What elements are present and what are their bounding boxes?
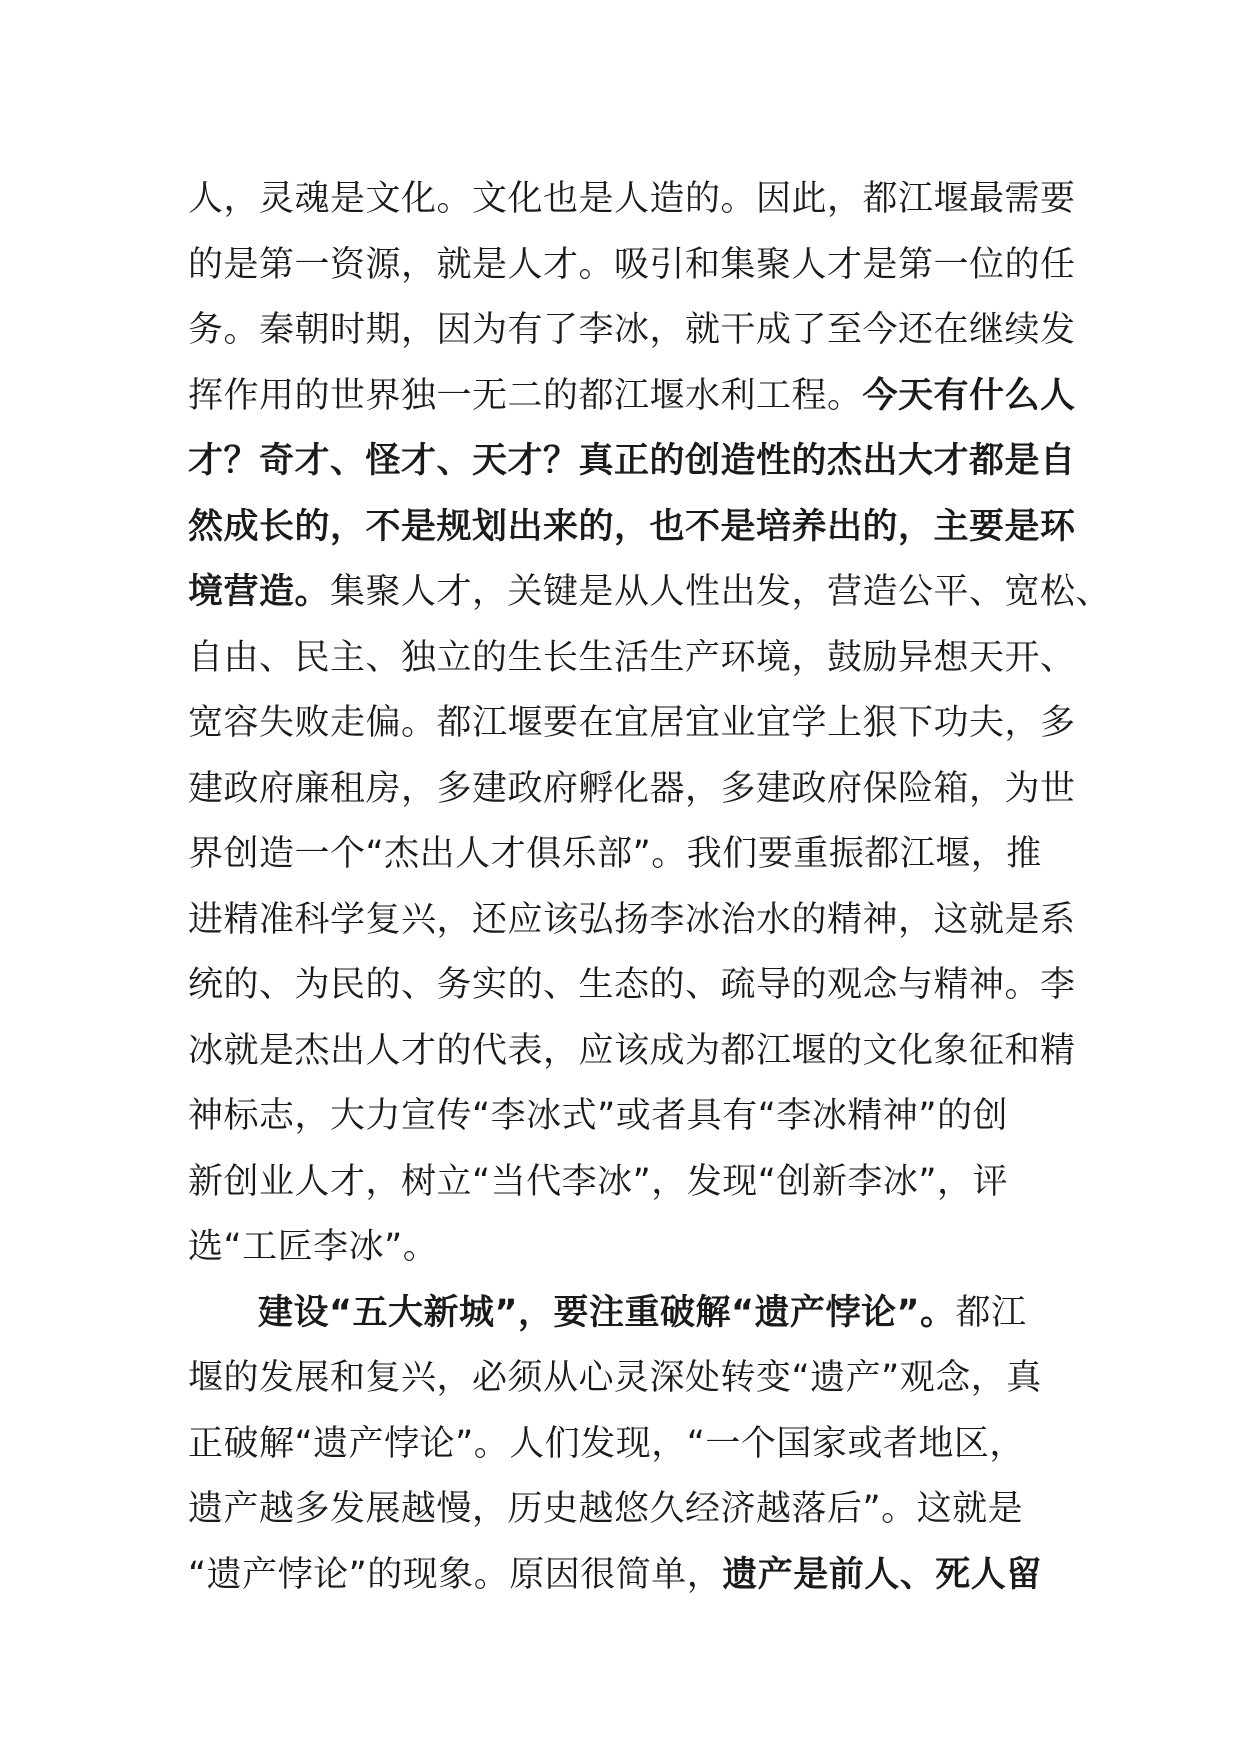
- text-segment: 新创业人才，树立“当代李冰”，发现“创新李冰”，评: [188, 1161, 1009, 1202]
- bold-text-segment: 建设“五大新城”，要注重破解“遗产悖论”。: [258, 1292, 956, 1333]
- bold-text-segment: 才？奇才、怪才、天才？真正的创造性的杰出大才都是自: [188, 441, 1076, 481]
- text-line: [188, 1215, 1068, 1281]
- bold-text-segment: 遗产是前人、死人留: [722, 1554, 1042, 1595]
- text-segment: 集聚人才，关键是从人性出发，营造公平、宽松、: [330, 572, 1112, 612]
- text-segment: “遗产悖论”的现象。原因很简单，: [188, 1554, 723, 1595]
- text-line: [188, 495, 1076, 561]
- text-line: [188, 1019, 1076, 1085]
- text-segment: 人，灵魂是文化。文化也是人造的。因此，都江堰最需要: [188, 179, 1076, 219]
- text-line: [188, 953, 1076, 1019]
- bold-text-segment: 境营造。: [188, 572, 331, 612]
- text-line: [188, 1150, 1068, 1216]
- text-line: [188, 364, 1076, 430]
- text-line: [188, 888, 1076, 954]
- paragraph-talent: [188, 167, 1112, 1281]
- text-segment: 进精准科学复兴，还应该弘扬李冰治水的精神，这就是系: [188, 899, 1076, 940]
- text-line: [188, 626, 1076, 692]
- text-segment: 挥作用的世界独一无二的都江堰水利工程。: [188, 375, 863, 416]
- text-segment: 神标志，大力宣传“李冰式”或者具有“李冰精神”的创: [188, 1096, 1009, 1136]
- text-segment: 宽容失败走偏。都江堰要在宜居宜业宜学上狠下功夫，多: [188, 703, 1076, 743]
- text-line: [188, 167, 1076, 233]
- text-line: [188, 757, 1076, 823]
- text-segment: 都江: [955, 1292, 1027, 1333]
- text-segment: 堰的发展和复兴，必须从心灵深处转变“遗产”观念，真: [188, 1358, 1042, 1398]
- text-line: [188, 1346, 1068, 1412]
- bold-text-segment: 然成长的，不是规划出来的，也不是培养出的，主要是环: [188, 506, 1076, 547]
- text-segment: 冰就是杰出人才的代表，应该成为都江堰的文化象征和精: [188, 1030, 1076, 1071]
- text-line: [188, 560, 1112, 626]
- text-segment: 务。秦朝时期，因为有了李冰，就干成了至今还在继续发: [188, 310, 1076, 350]
- text-line: [188, 233, 1076, 299]
- text-line: [188, 1412, 1068, 1478]
- text-segment: 的是第一资源，就是人才。吸引和集聚人才是第一位的任: [188, 244, 1076, 285]
- text-segment: 正破解“遗产悖论”。人们发现，“一个国家或者地区，: [188, 1423, 1025, 1464]
- bold-text-segment: 今天有什么人: [862, 375, 1076, 416]
- text-line: [188, 1281, 1068, 1347]
- text-segment: 界创造一个“杰出人才俱乐部”。我们要重振都江堰，推: [188, 834, 1042, 874]
- paragraph-heritage-paradox: [188, 1281, 1068, 1609]
- text-segment: 自由、民主、独立的生长生活生产环境，鼓励异想天开、: [188, 637, 1076, 678]
- text-segment: 遗产越多发展越慢，历史越悠久经济越落后”。这就是: [188, 1489, 1024, 1529]
- document-body: [188, 167, 1112, 1608]
- text-line: [188, 822, 1068, 888]
- text-line: [188, 1477, 1068, 1543]
- text-line: [188, 1543, 1068, 1609]
- text-segment: 选“工匠李冰”。: [188, 1227, 439, 1267]
- text-segment: 建政府廉租房，多建政府孵化器，多建政府保险箱，为世: [188, 768, 1076, 809]
- text-line: [188, 1084, 1068, 1150]
- text-line: [188, 691, 1076, 757]
- text-segment: 统的、为民的、务实的、生态的、疏导的观念与精神。李: [188, 965, 1076, 1005]
- text-line: [188, 298, 1076, 364]
- text-line: [188, 429, 1076, 495]
